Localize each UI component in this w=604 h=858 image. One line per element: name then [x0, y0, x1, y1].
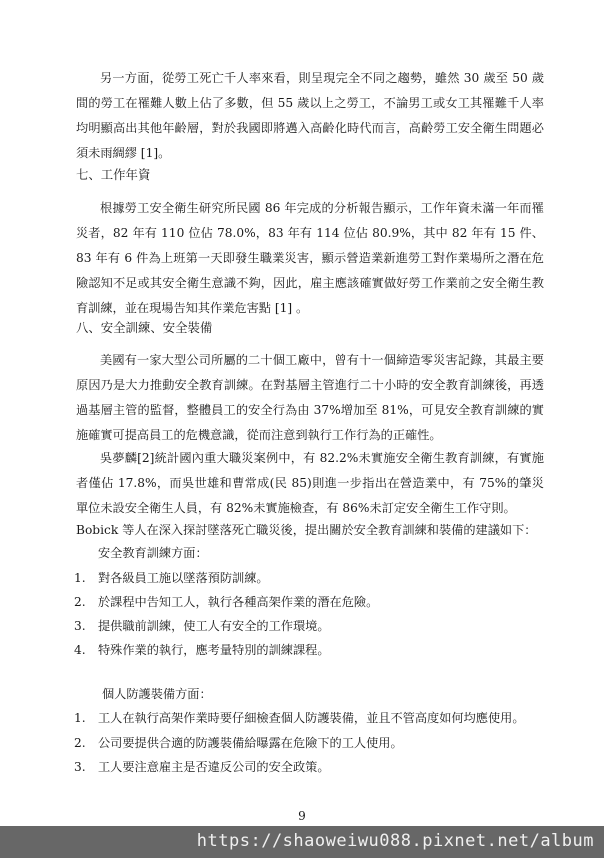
equipment-section-title: 個人防護裝備方面：: [102, 687, 212, 701]
paragraph-accident-statistics: 吳夢麟[2]統計國內重大職災案例中，有 82.2%未實施安全衛生教育訓練，有實施者僅佔 17.8%，而吳世雄和曹常成(民 85)則進一步指出在營造業中，有 75%的肇災單位未設安全衛生人員，有 82%未實施檢查，有 86%未訂定安全衛生工作守則。: [76, 451, 544, 515]
equipment-list-item: 3. 工人要注意雇主是否違反公司的安全政策。: [74, 760, 330, 774]
section-heading-work-seniority: 七、工作年資: [76, 167, 151, 182]
equipment-list-item: 2. 公司要提供合適的防護裝備給曝露在危險下的工人使用。: [74, 736, 403, 750]
paragraph-us-company-case: 美國有一家大型公司所屬的二十個工廠中，曾有十一個締造零災害記錄，其最主要原因乃是大力推動安全教育訓練。在對基層主管進行二十小時的安全教育訓練後，再透過基層主管的監督，整體員工的安全行為由 37%增加至 81%，可見安全教育訓練的實施確實可提高員工的危機意識，從而注意到執行工作行為的正確性。: [76, 353, 544, 442]
paragraph-elderly-workers: 另一方面，從勞工死亡千人率來看，則呈現完全不同之趨勢，雖然 30 歲至 50 歲間的勞工在罹難人數上佔了多數，但 55 歲以上之勞工，不論男工或女工其罹難千人率均明顯高出其他年齡層，對於我國即將邁入高齡化時代而言，高齡勞工安全衛生問題必須未雨綢繆 [1]。: [76, 71, 544, 160]
training-list-item: 4. 特殊作業的執行，應考量特別的訓練課程。: [74, 643, 330, 657]
watermark-bar: [0, 826, 604, 858]
training-list-item: 3. 提供職前訓練，使工人有安全的工作環境。: [74, 619, 330, 633]
page-number: 9: [298, 809, 306, 823]
training-list-item: 2. 於課程中告知工人，執行各種高架作業的潛在危險。: [74, 595, 379, 609]
paragraph-work-seniority: 根據勞工安全衛生研究所民國 86 年完成的分析報告顯示，工作年資未滿一年而罹災者，82 年有 110 位佔 78.0%，83 年有 114 位佔 80.9%，其中 82 年有 15 件、83 年有 6 件為上班第一天即發生職業災害，顯示營造業新進勞工對作業場所之潛在危險認知不足或其安全衛生意識不夠，因此，雇主應該確實做好勞工作業前之安全衛生教育訓練，並在現場告知其作業危害點 [1] 。: [76, 201, 544, 315]
section-heading-safety-training: 八、安全訓練、安全裝備: [76, 320, 213, 335]
training-section-title: 安全教育訓練方面：: [98, 546, 208, 560]
training-list-item: 1. 對各級員工施以墜落預防訓練。: [74, 571, 269, 585]
equipment-list-item: 1. 工人在執行高架作業時要仔細檢查個人防護裝備，並且不管高度如何均應使用。: [74, 711, 525, 725]
paragraph-bobick-recommendations: Bobick 等人在深入探討墜落死亡職災後，提出關於安全教育訓練和裝備的建議如下：: [76, 523, 537, 537]
watermark-url: https://shaoweiwu088.pixnet.net/album: [196, 831, 594, 851]
